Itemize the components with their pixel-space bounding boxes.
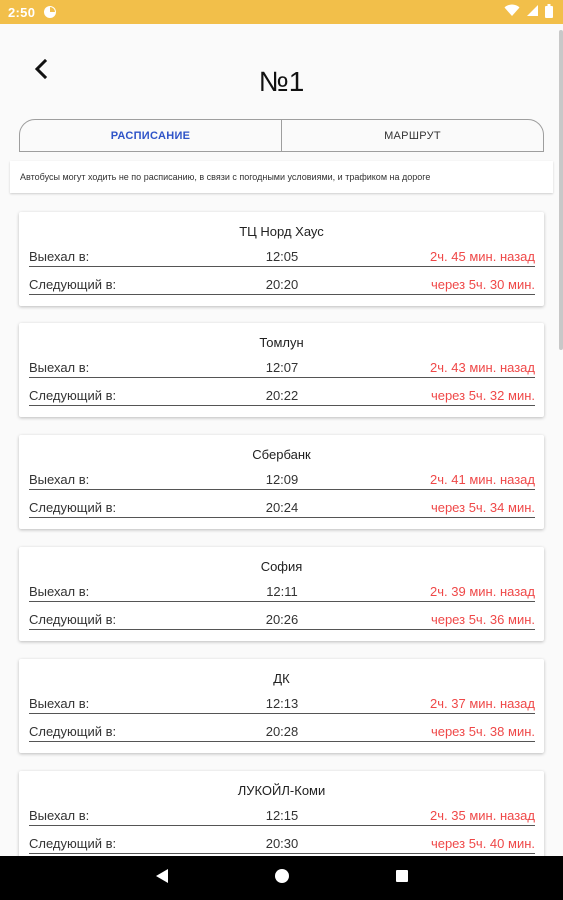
departed-time: 12:11 [266, 584, 298, 599]
next-in: через 5ч. 40 мин. [430, 836, 535, 851]
nav-recents-button[interactable] [392, 868, 412, 888]
battery-icon [545, 4, 553, 21]
departed-label: Выехал в: [29, 360, 90, 375]
next-in: через 5ч. 32 мин. [430, 388, 535, 403]
next-label: Следующий в: [29, 836, 117, 851]
tab-bar [19, 119, 544, 152]
next-row [29, 611, 535, 630]
departed-label: Выехал в: [29, 584, 90, 599]
nav-back-button[interactable] [152, 868, 172, 888]
next-row [29, 276, 535, 295]
next-time: 20:20 [265, 277, 299, 292]
next-in: через 5ч. 36 мин. [430, 612, 535, 627]
departed-label: Выехал в: [29, 808, 90, 823]
wifi-icon [504, 4, 520, 20]
departed-row [29, 583, 535, 602]
app-notification-icon [43, 5, 57, 19]
tab-schedule[interactable]: РАСПИСАНИЕ [20, 120, 282, 151]
departed-row [29, 695, 535, 714]
departed-ago: 2ч. 39 мин. назад [430, 584, 535, 599]
status-bar [0, 0, 563, 24]
departed-row [29, 807, 535, 826]
stop-name: ДК [273, 671, 290, 686]
departed-ago: 2ч. 35 мин. назад [430, 808, 535, 823]
departed-row [29, 471, 535, 490]
departed-time: 12:07 [265, 360, 299, 375]
departed-ago: 2ч. 41 мин. назад [430, 472, 535, 487]
next-row [29, 387, 535, 406]
next-row [29, 499, 535, 518]
departed-row [29, 359, 535, 378]
departed-time: 12:15 [265, 808, 299, 823]
departed-time: 12:05 [265, 249, 299, 264]
departed-ago: 2ч. 45 мин. назад [430, 249, 535, 264]
next-time: 20:22 [265, 388, 299, 403]
stop-name: ТЦ Норд Хаус [239, 224, 324, 239]
home-circle-icon [274, 868, 290, 889]
stop-name: София [260, 559, 303, 574]
departed-label: Выехал в: [29, 696, 90, 711]
next-label: Следующий в: [29, 724, 117, 739]
stop-name: Томлун [259, 335, 304, 350]
departed-ago: 2ч. 43 мин. назад [430, 360, 535, 375]
stop-card[interactable] [19, 547, 544, 641]
signal-icon [526, 4, 539, 20]
departed-time: 12:13 [265, 696, 299, 711]
back-triangle-icon [155, 868, 169, 889]
next-time: 20:30 [265, 836, 299, 851]
next-time: 20:26 [265, 612, 299, 627]
next-label: Следующий в: [29, 500, 117, 515]
nav-home-button[interactable] [272, 868, 292, 888]
stop-card[interactable] [19, 659, 544, 753]
stop-card[interactable] [19, 771, 544, 865]
departed-ago: 2ч. 37 мин. назад [430, 696, 535, 711]
next-row [29, 835, 535, 854]
next-row [29, 723, 535, 742]
navigation-bar [0, 856, 563, 900]
next-in: через 5ч. 34 мин. [430, 500, 535, 515]
departed-time: 12:09 [265, 472, 299, 487]
next-label: Следующий в: [29, 388, 117, 403]
stop-card[interactable] [19, 212, 544, 306]
next-in: через 5ч. 38 мин. [430, 724, 535, 739]
next-time: 20:28 [265, 724, 299, 739]
stop-name: Сбербанк [252, 447, 311, 462]
status-time: 2:50 [8, 4, 36, 20]
next-label: Следующий в: [29, 612, 117, 627]
page-title: №1 [258, 66, 305, 97]
departed-label: Выехал в: [29, 472, 90, 487]
schedule-notice [10, 161, 553, 193]
stop-card[interactable] [19, 435, 544, 529]
next-in: через 5ч. 30 мин. [430, 277, 535, 292]
next-time: 20:24 [265, 500, 299, 515]
tab-route[interactable]: МАРШРУТ [384, 129, 441, 142]
departed-label: Выехал в: [29, 249, 90, 264]
recents-square-icon [395, 869, 409, 888]
stop-card[interactable] [19, 323, 544, 417]
departed-row [29, 248, 535, 267]
stop-name: ЛУКОЙЛ-Коми [237, 783, 326, 798]
notice-text: Автобусы могут ходить не по расписанию, в связи с погодными условиями, и трафиком на дороге [20, 172, 431, 182]
next-label: Следующий в: [29, 277, 117, 292]
